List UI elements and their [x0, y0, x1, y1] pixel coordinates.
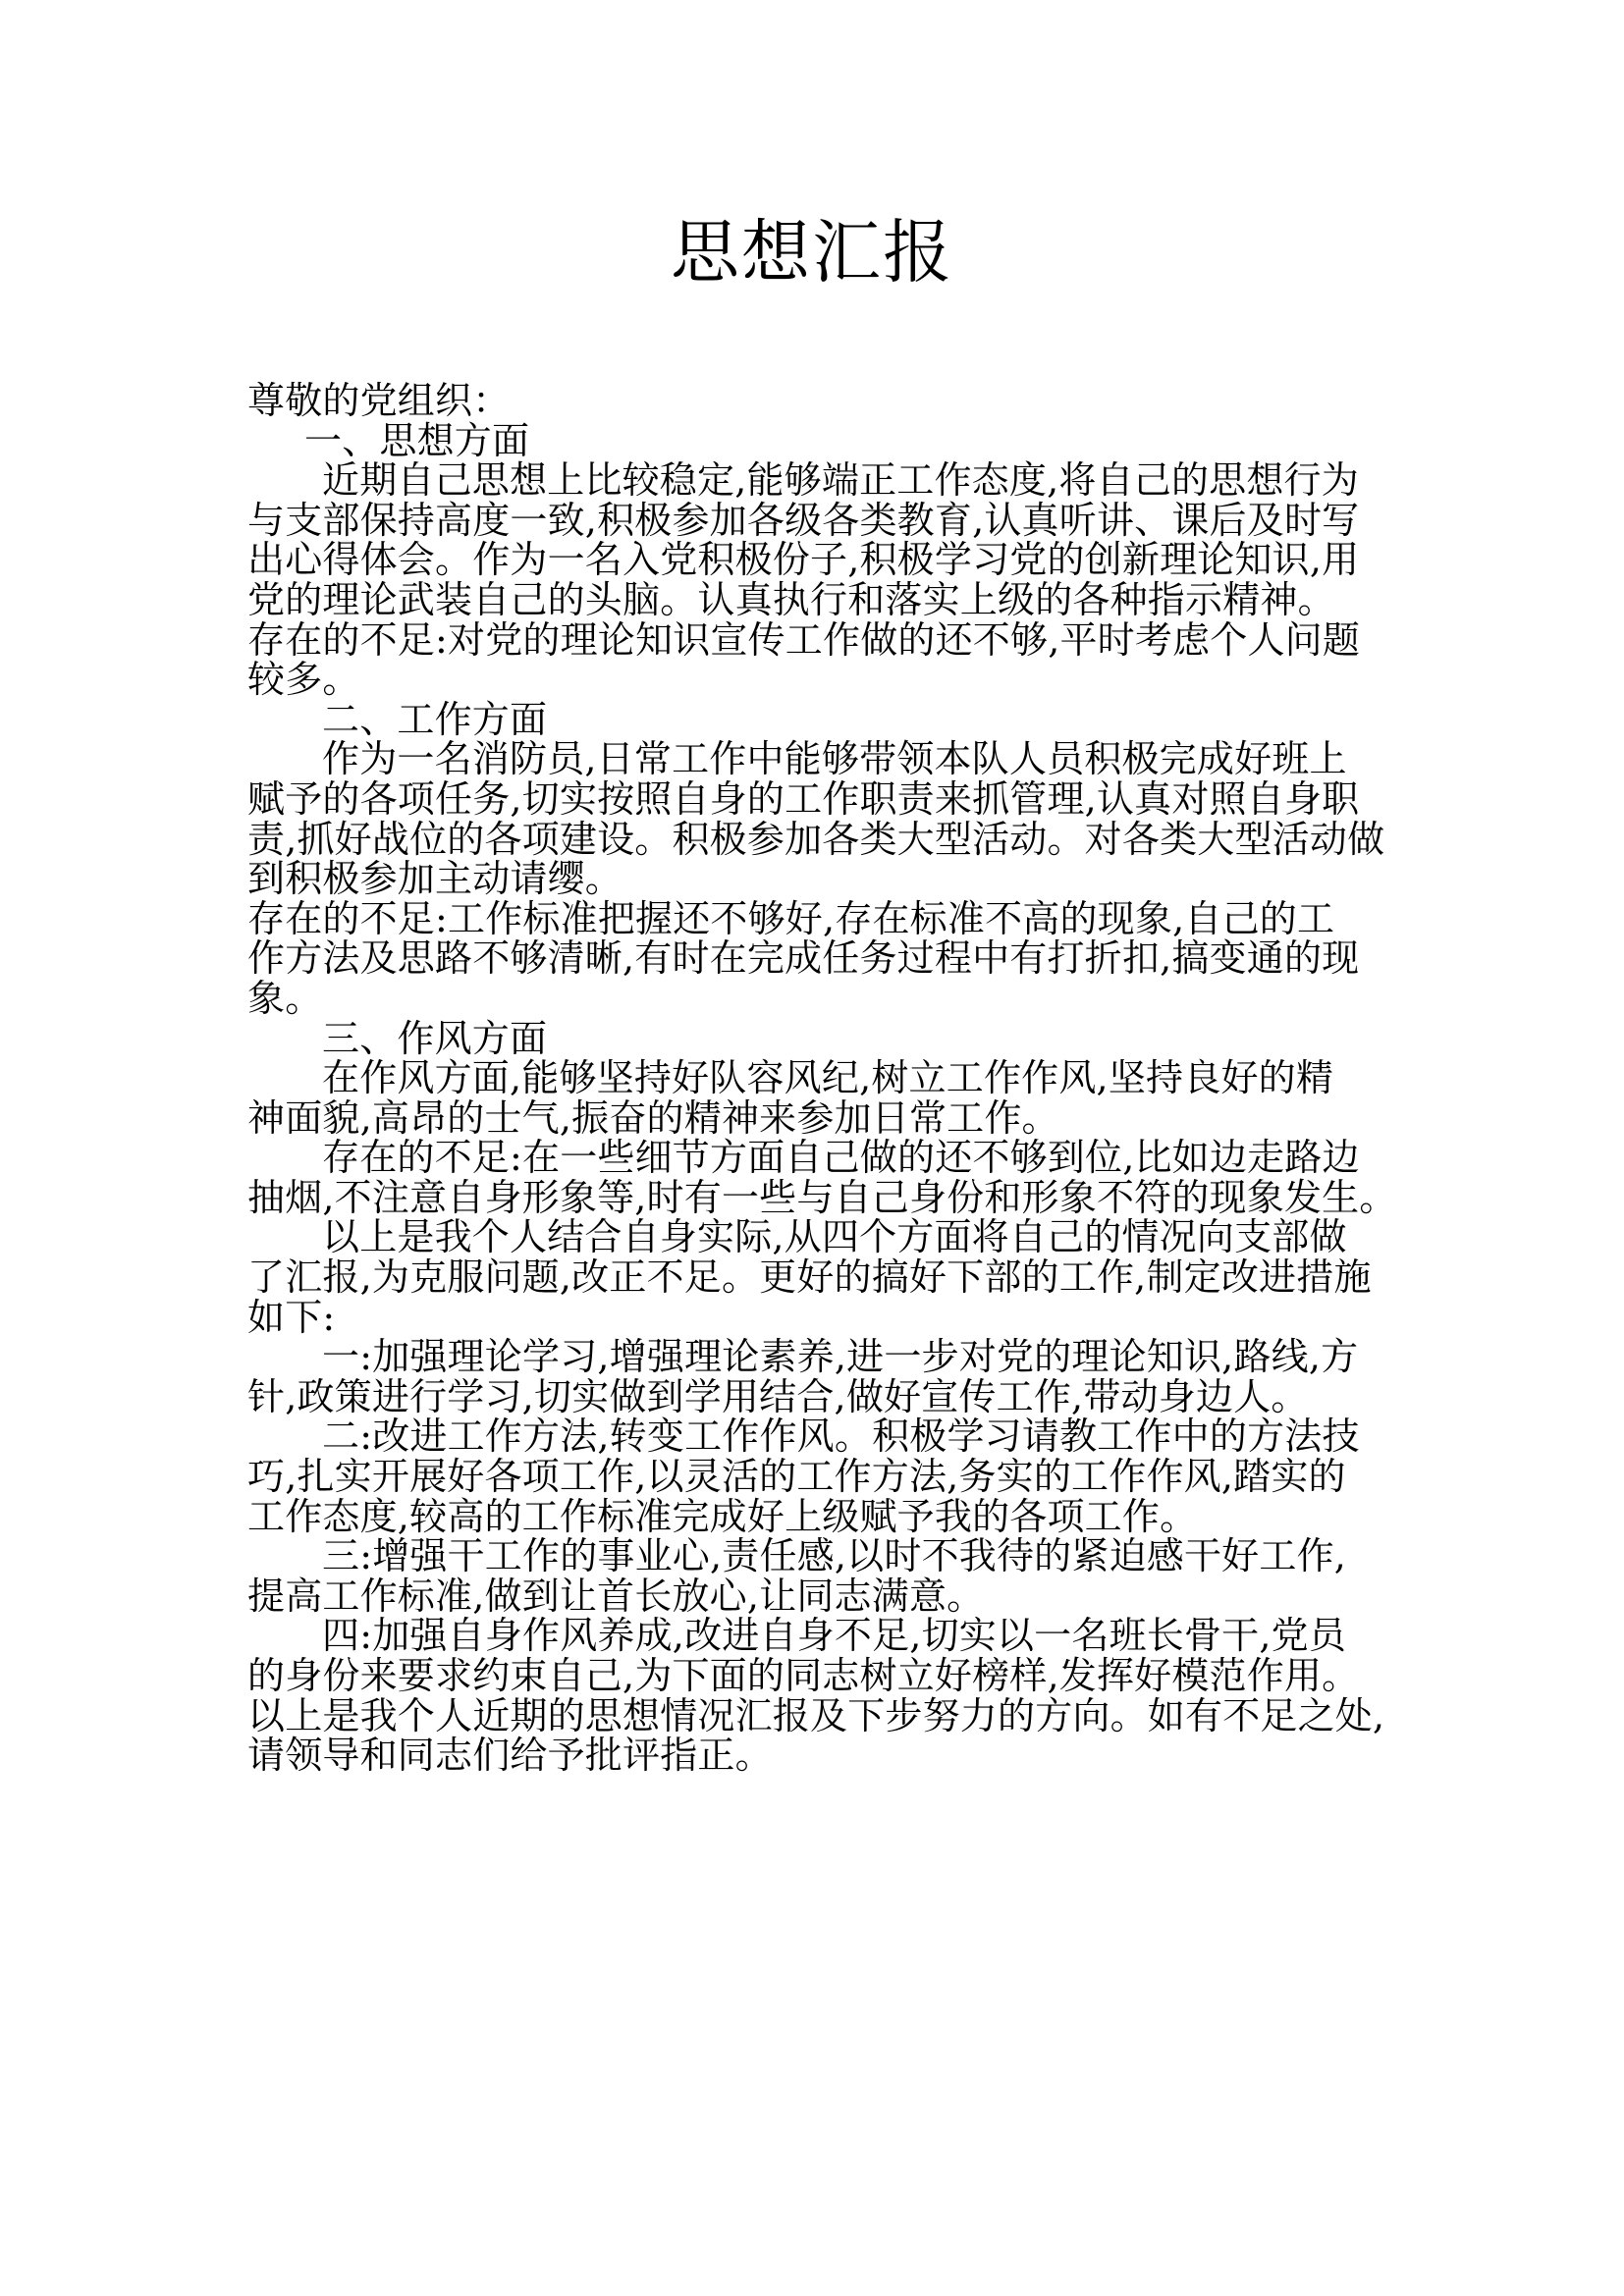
measure-line: 针,政策进行学习,切实做到学用结合,做好宣传工作,带动身边人。 — [247, 1374, 1309, 1418]
paragraph-line: 了汇报,为克服问题,改正不足。更好的搞好下部的工作,制定改进措施 — [247, 1255, 1372, 1300]
paragraph-line: 在作风方面,能够坚持好队容风纪,树立工作作风,坚持良好的精 — [322, 1056, 1334, 1100]
paragraph-line: 如下: — [247, 1295, 336, 1339]
paragraph-line: 较多。 — [247, 658, 360, 702]
measure-line: 二:改进工作方法,转变工作作风。积极学习请教工作中的方法技 — [322, 1415, 1360, 1459]
paragraph-line: 出心得体会。作为一名入党积极份子,积极学习党的创新理论知识,用 — [247, 538, 1360, 582]
measure-line: 工作态度,较高的工作标准完成好上级赋予我的各项工作。 — [247, 1494, 1198, 1538]
paragraph-line: 作为一名消防员,日常工作中能够带领本队人员积极完成好班上 — [322, 737, 1347, 781]
paragraph-line: 作方法及思路不够清晰,有时在完成任务过程中有打折扣,搞变通的现 — [247, 936, 1360, 981]
measure-line: 三:增强干工作的事业心,责任感,以时不我待的紧迫感干好工作, — [322, 1534, 1347, 1578]
salutation: 尊敬的党组织： — [247, 379, 511, 422]
paragraph-line: 党的理论武装自己的头脑。认真执行和落实上级的各种指示精神。 — [247, 577, 1335, 621]
document-title: 思想汇报 — [671, 212, 953, 293]
measure-line: 的身份来要求约束自己,为下面的同志树立好榜样,发挥好模范作用。 — [247, 1654, 1360, 1697]
paragraph-line: 象。 — [247, 976, 323, 1020]
measure-line: 四:加强自身作风养成,改进自身不足,切实以一名班长骨干,党员 — [322, 1614, 1347, 1658]
closing-line: 请领导和同志们给予批评指正。 — [247, 1734, 773, 1778]
paragraph-line: 近期自己思想上比较稳定,能够端正工作态度,将自己的思想行为 — [322, 458, 1359, 503]
paragraph-line: 存在的不足:在一些细节方面自己做的还不够到位,比如边走路边 — [322, 1136, 1360, 1180]
section-heading: 二、工作方面 — [322, 697, 548, 741]
paragraph-line: 抽烟,不注意自身形象等,时有一些与自己身份和形象不符的现象发生。 — [247, 1175, 1397, 1219]
paragraph-line: 存在的不足:工作标准把握还不够好,存在标准不高的现象,自己的工 — [247, 896, 1335, 940]
paragraph-line: 赋予的各项任务,切实按照自身的工作职责来抓管理,认真对照自身职 — [247, 776, 1360, 821]
paragraph-line: 责,抓好战位的各项建设。积极参加各类大型活动。对各类大型活动做 — [247, 817, 1385, 861]
document-body — [247, 381, 1396, 1776]
closing-line: 以上是我个人近期的思想情况汇报及下步努力的方向。如有不足之处, — [247, 1693, 1385, 1737]
section-heading: 三、作风方面 — [322, 1016, 548, 1060]
body-lines — [247, 418, 1397, 1778]
measure-line: 巧,扎实开展好各项工作,以灵活的工作方法,务实的工作作风,踏实的 — [247, 1455, 1346, 1499]
measure-line: 提高工作标准,做到让首长放心,让同志满意。 — [247, 1574, 985, 1618]
paragraph-line: 神面貌,高昂的士气,振奋的精神来参加日常工作。 — [247, 1095, 1059, 1140]
measure-line: 一:加强理论学习,增强理论素养,进一步对党的理论知识,路线,方 — [322, 1335, 1359, 1379]
paragraph-line: 到积极参加主动请缨。 — [247, 857, 623, 901]
paragraph-line: 存在的不足:对党的理论知识宣传工作做的还不够,平时考虑个人问题 — [247, 617, 1361, 662]
section-heading: 一、思想方面 — [304, 418, 530, 462]
paragraph-line: 以上是我个人结合自身实际,从四个方面将自己的情况向支部做 — [322, 1215, 1347, 1259]
paragraph-line: 与支部保持高度一致,积极参加各级各类教育,认真听讲、课后及时写 — [247, 498, 1360, 542]
